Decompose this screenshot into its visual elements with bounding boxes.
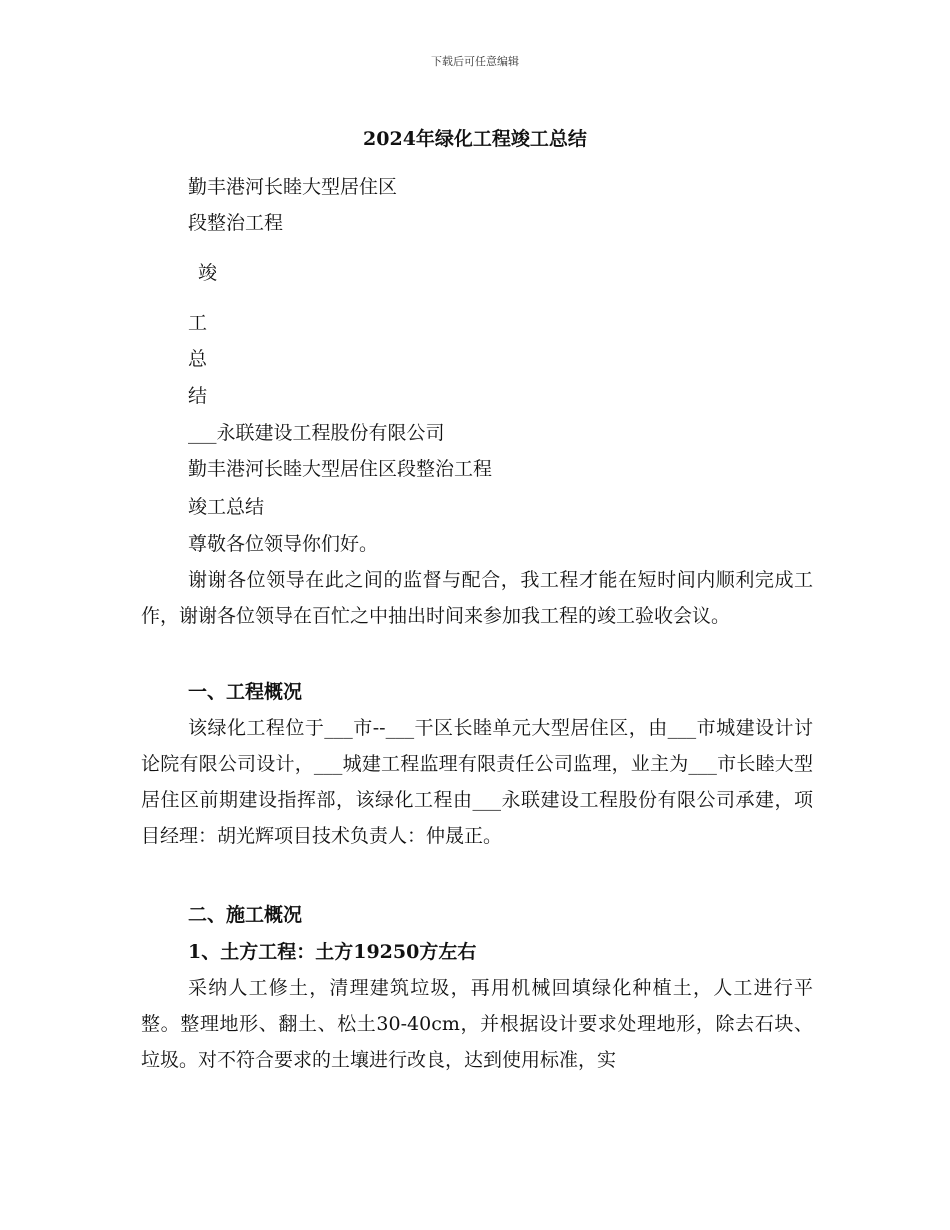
cover-char-4: 结 [188, 385, 208, 407]
page-header: 下载后可任意编辑 [431, 55, 519, 68]
section-1-heading: 一、工程概况 [188, 681, 303, 703]
cover-line-1: 勤丰港河长睦大型居住区 [188, 176, 398, 198]
section-1-paragraph: 该绿化工程位于___市--___干区长睦单元大型居住区，由___市城建设计讨论院有限公司设计，___城建工程监理有限责任公司监理，业主为___市长睦大型居住区前期建设指挥部，该绿化工程由___永联建设工程股份有限公司承建，项目经理：胡光辉项目技术负责人：仲晟正。 [141, 717, 813, 847]
greeting: 尊敬各位领导你们好。 [188, 533, 379, 555]
subsection-1-paragraph: 采纳人工修土，清理建筑垃圾，再用机械回填绿化种植土，人工进行平整。整理地形、翻土、松土30-40cm，并根据设计要求处理地形，除去石块、垃圾。对不符合要求的土壤进行改良，达到使用标准，实 [141, 977, 813, 1071]
subsection-1-heading: 1、土方工程：土方19250方左右 [188, 941, 477, 963]
cover-char-3: 总 [188, 348, 208, 370]
document-title: 2024年绿化工程竣工总结 [363, 128, 587, 150]
cover-char-1: 竣 [198, 262, 218, 284]
intro-paragraph: 谢谢各位领导在此之间的监督与配合，我工程才能在短时间内顺利完成工作，谢谢各位领导在百忙之中抽出时间来参加我工程的竣工验收会议。 [141, 569, 813, 627]
document-subtitle: 竣工总结 [188, 496, 265, 518]
company-name: ___永联建设工程股份有限公司 [188, 422, 445, 444]
cover-line-2: 段整治工程 [188, 212, 284, 234]
project-name: 勤丰港河长睦大型居住区段整治工程 [188, 458, 493, 480]
section-2-heading: 二、施工概况 [188, 904, 303, 926]
cover-char-2: 工 [188, 312, 208, 334]
